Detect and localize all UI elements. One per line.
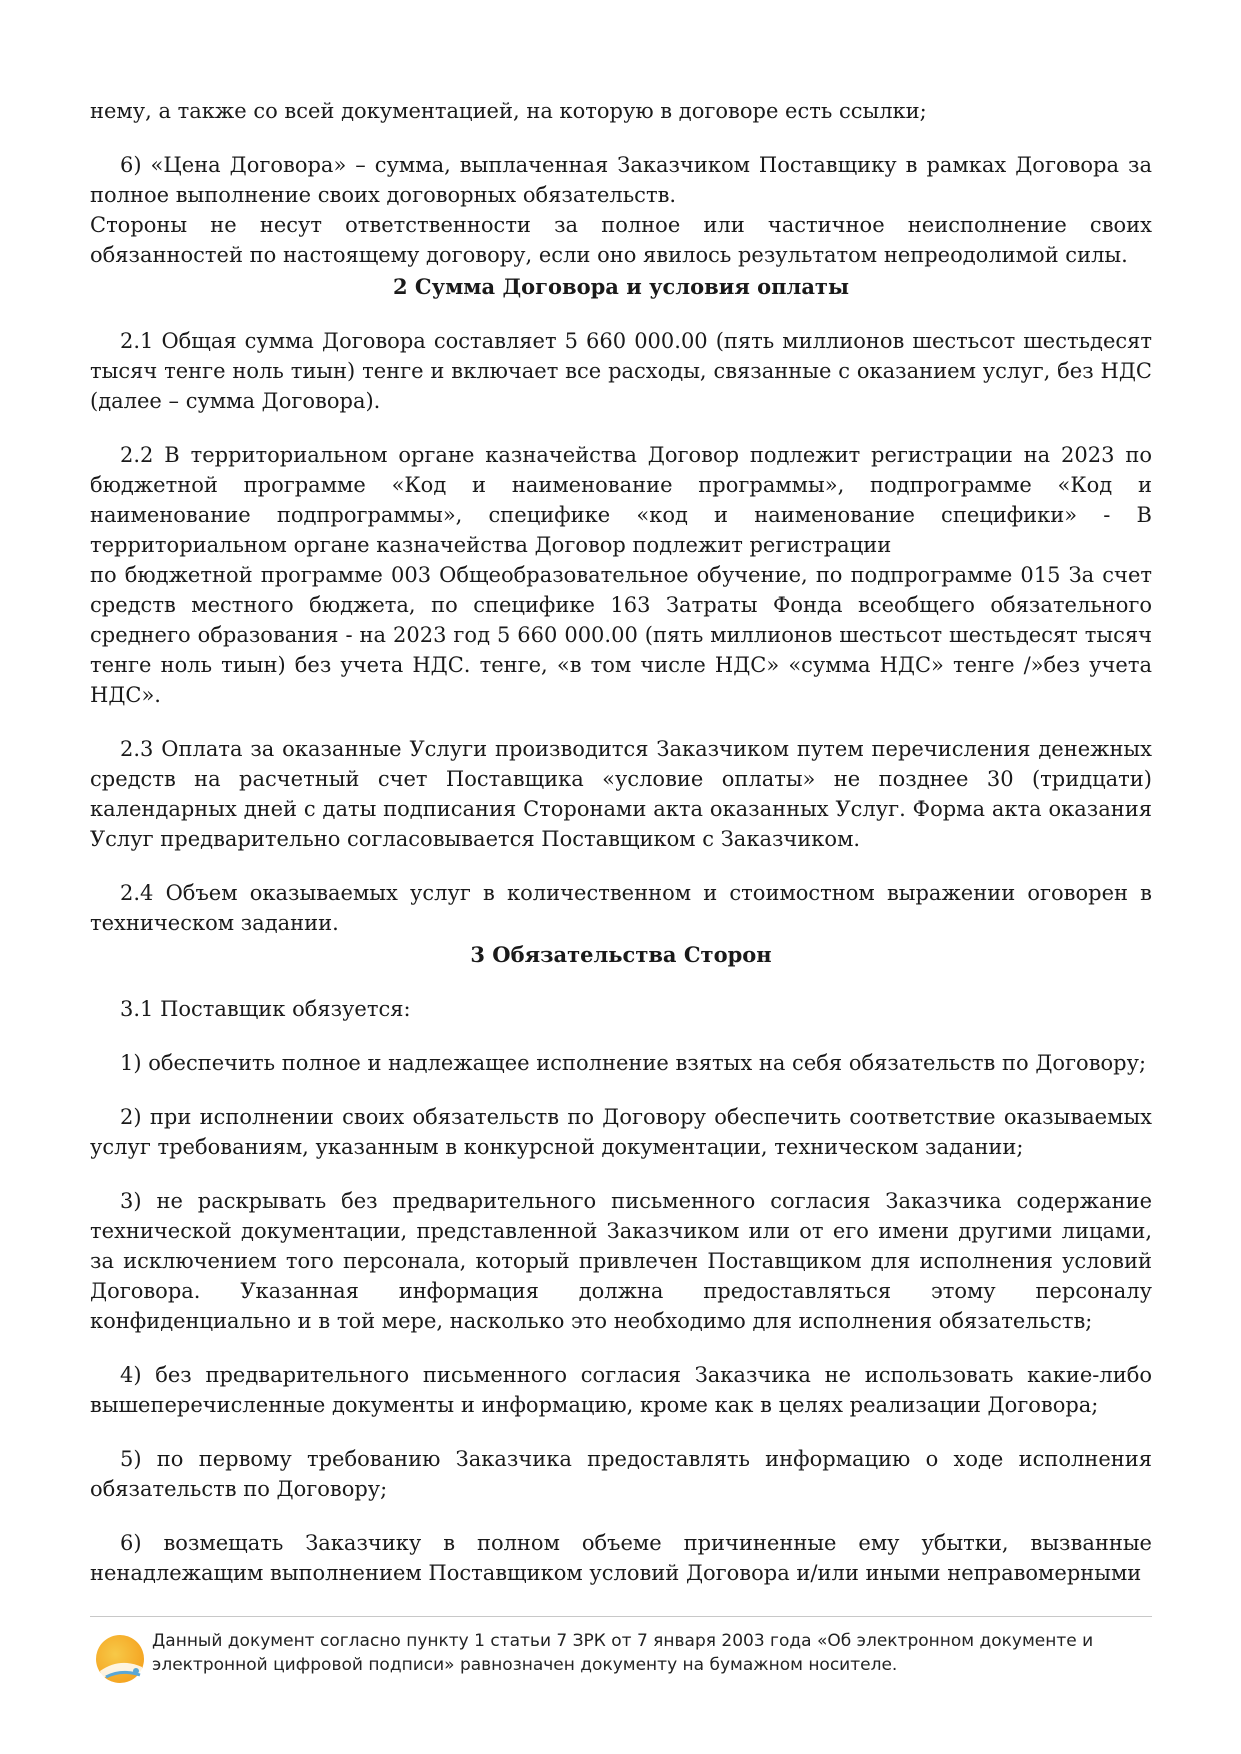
paragraph: 2.3 Оплата за оказанные Услуги производится Заказчиком путем перечисления денежных средств на расчетный счет Поставщика «условие оплаты» не позднее 30 (тридцати) календарных дней с даты подписания Сторонами акта оказанных Услуг. Форма акта оказания Услуг предварительно согласовывается Поставщиком с Заказчиком. — [90, 737, 1152, 851]
section-heading: 3 Обязательства Сторон — [470, 942, 772, 967]
paragraph: 6) возмещать Заказчику в полном объеме причиненные ему убытки, вызванные ненадлежащим выполнением Поставщиком условий Договора и/или иными неправомерными — [90, 1531, 1152, 1585]
paragraph: 1) обеспечить полное и надлежащее исполнение взятых на себя обязательств по Договору; — [120, 1051, 1147, 1075]
paragraph: нему, а также со всей документацией, на которую в договоре есть ссылки; — [90, 99, 927, 123]
paragraph: 4) без предварительного письменного согласия Заказчика не использовать какие-либо вышеперечисленные документы и информацию, кроме как в целях реализации Договора; — [90, 1363, 1152, 1417]
paragraph: 2.1 Общая сумма Договора составляет 5 660 000.00 (пять миллионов шестьсот шестьдесят тысяч тенге ноль тиын) тенге и включает все расходы, связанные с оказанием услуг, без НДС (далее – сумма Договора). — [90, 329, 1152, 413]
paragraph: 3.1 Поставщик обязуется: — [120, 997, 411, 1021]
paragraph: 2.2 В территориальном органе казначейства Договор подлежит регистрации на 2023 по бюджетной программе «Код и наименование программы», подпрограмме «Код и наименование подпрограммы», специфике «код и наименование специфики» - В территориальном органе казначейства Договор подлежит регистрации — [90, 443, 1152, 557]
paragraph: 2) при исполнении своих обязательств по Договору обеспечить соответствие оказываемых услуг требованиям, указанным в конкурсной документации, техническом задании; — [90, 1105, 1152, 1159]
paragraph: 3) не раскрывать без предварительного письменного согласия Заказчика содержание технической документации, представленной Заказчиком или от его имени другими лицами, за исключением того персонала, который привлечен Поставщиком для исполнения условий Договора. Указанная информация должна предоставляться этому персоналу конфиденциально и в той мере, насколько это необходимо для исполнения обязательств; — [90, 1189, 1152, 1333]
paragraph: 5) по первому требованию Заказчика предоставлять информацию о ходе исполнения обязательств по Договору; — [90, 1447, 1152, 1501]
legal-notice: Данный документ согласно пункту 1 статьи 7 ЗРК от 7 января 2003 года «Об электронном документе и электронной цифровой подписи» равнозначен документу на бумажном носителе. — [152, 1631, 1094, 1675]
paragraph: Стороны не несут ответственности за полное или частичное неисполнение своих обязанностей по настоящему договору, если оно явилось результатом непреодолимой силы. — [90, 213, 1152, 267]
document-footer — [90, 1616, 1152, 1675]
egov-logo-icon — [92, 1631, 148, 1687]
paragraph: 6) «Цена Договора» – сумма, выплаченная Заказчиком Поставщику в рамках Договора за полное выполнение своих договорных обязательств. — [90, 153, 1152, 207]
document-body — [90, 96, 1152, 1588]
paragraph: 2.4 Объем оказываемых услуг в количественном и стоимостном выражении оговорен в техническом задании. — [90, 881, 1152, 935]
section-heading: 2 Сумма Договора и условия оплаты — [392, 274, 849, 299]
paragraph: по бюджетной программе 003 Общеобразовательное обучение, по подпрограмме 015 За счет средств местного бюджета, по специфике 163 Затраты Фонда всеобщего обязательного среднего образования - на 2023 год 5 660 000.00 (пять миллионов шестьсот шестьдесят тысяч тенге ноль тиын) без учета НДС. тенге, «в том числе НДС» «сумма НДС» тенге /»без учета НДС». — [90, 563, 1152, 707]
